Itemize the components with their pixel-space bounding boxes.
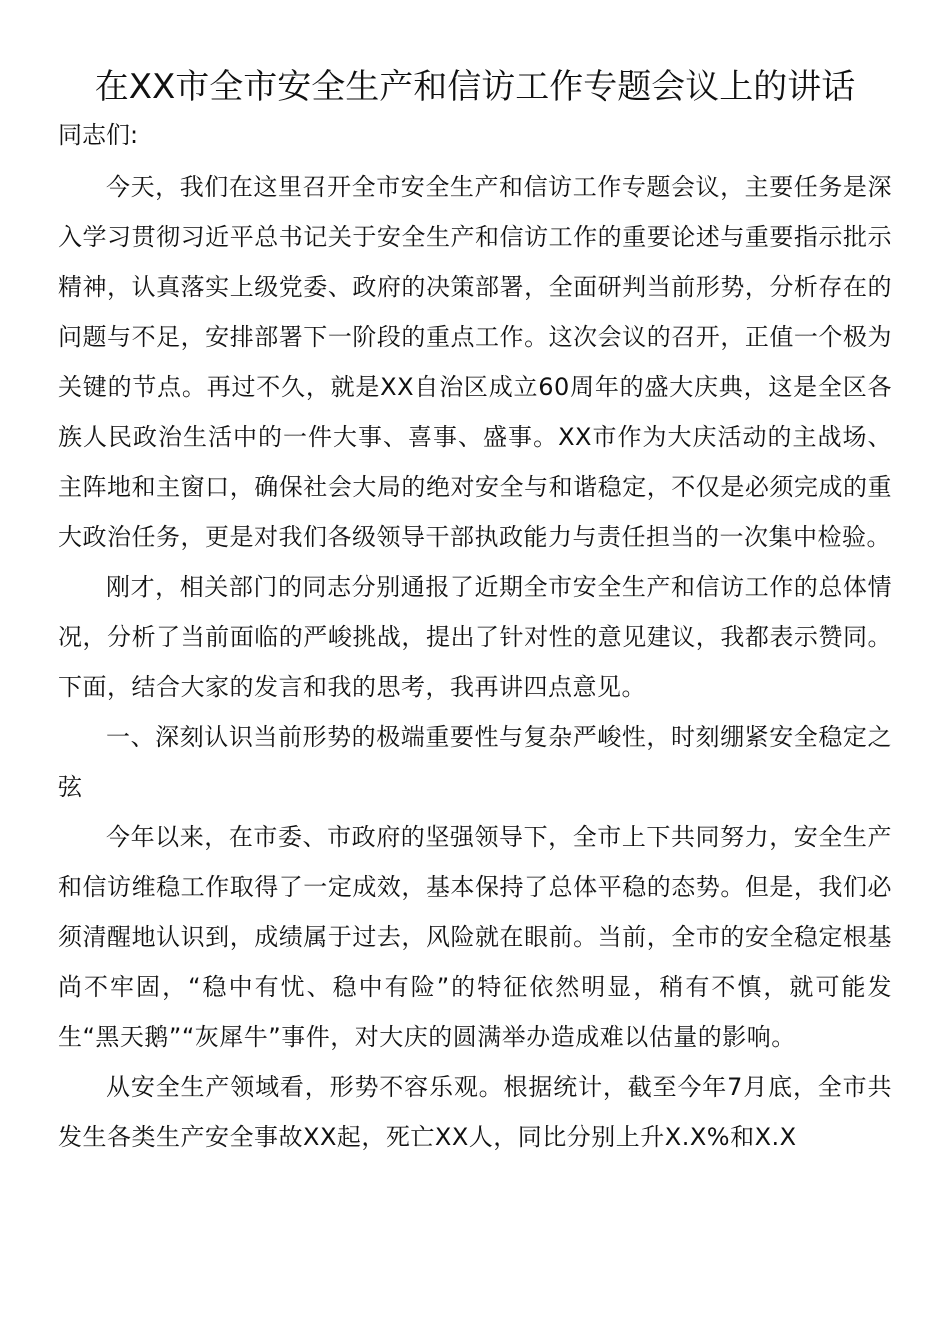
document-title: 在XX市全市安全生产和信访工作专题会议上的讲话: [94, 67, 856, 107]
section-heading-one: 一、深刻认识当前形势的极端重要性与复杂严峻性，时刻绷紧安全稳定之弦: [58, 723, 892, 801]
paragraph-safety-stats: 从安全生产领域看，形势不容乐观。根据统计，截至今年7月底，全市共发生各类生产安全事故XX起，死亡XX人，同比分别上升X.X%和X.X: [58, 1073, 892, 1151]
paragraph-situation: 今年以来，在市委、市政府的坚强领导下，全市上下共同努力，安全生产和信访维稳工作取得了一定成效，基本保持了总体平稳的态势。但是，我们必须清醒地认识到，成绩属于过去，风险就在眼前。当前，全市的安全稳定根基尚不牢固，“稳中有忧、稳中有险”的特征依然明显，稍有不慎，就可能发生“黑天鹅”“灰犀牛”事件，对大庆的圆满举办造成难以估量的影响。: [58, 823, 892, 1051]
paragraph-summary: 刚才，相关部门的同志分别通报了近期全市安全生产和信访工作的总体情况，分析了当前面临的严峻挑战，提出了针对性的意见建议，我都表示赞同。下面，结合大家的发言和我的思考，我再讲四点意见。: [58, 573, 892, 701]
paragraph-opening: 今天，我们在这里召开全市安全生产和信访工作专题会议，主要任务是深入学习贯彻习近平总书记关于安全生产和信访工作的重要论述与重要指示批示精神，认真落实上级党委、政府的决策部署，全面研判当前形势，分析存在的问题与不足，安排部署下一阶段的重点工作。这次会议的召开，正值一个极为关键的节点。再过不久，就是XX自治区成立60周年的盛大庆典，这是全区各族人民政治生活中的一件大事、喜事、盛事。XX市作为大庆活动的主战场、主阵地和主窗口，确保社会大局的绝对安全与和谐稳定，不仅是必须完成的重大政治任务，更是对我们各级领导干部执政能力与责任担当的一次集中检验。: [58, 173, 892, 551]
salutation: 同志们:: [58, 121, 139, 149]
